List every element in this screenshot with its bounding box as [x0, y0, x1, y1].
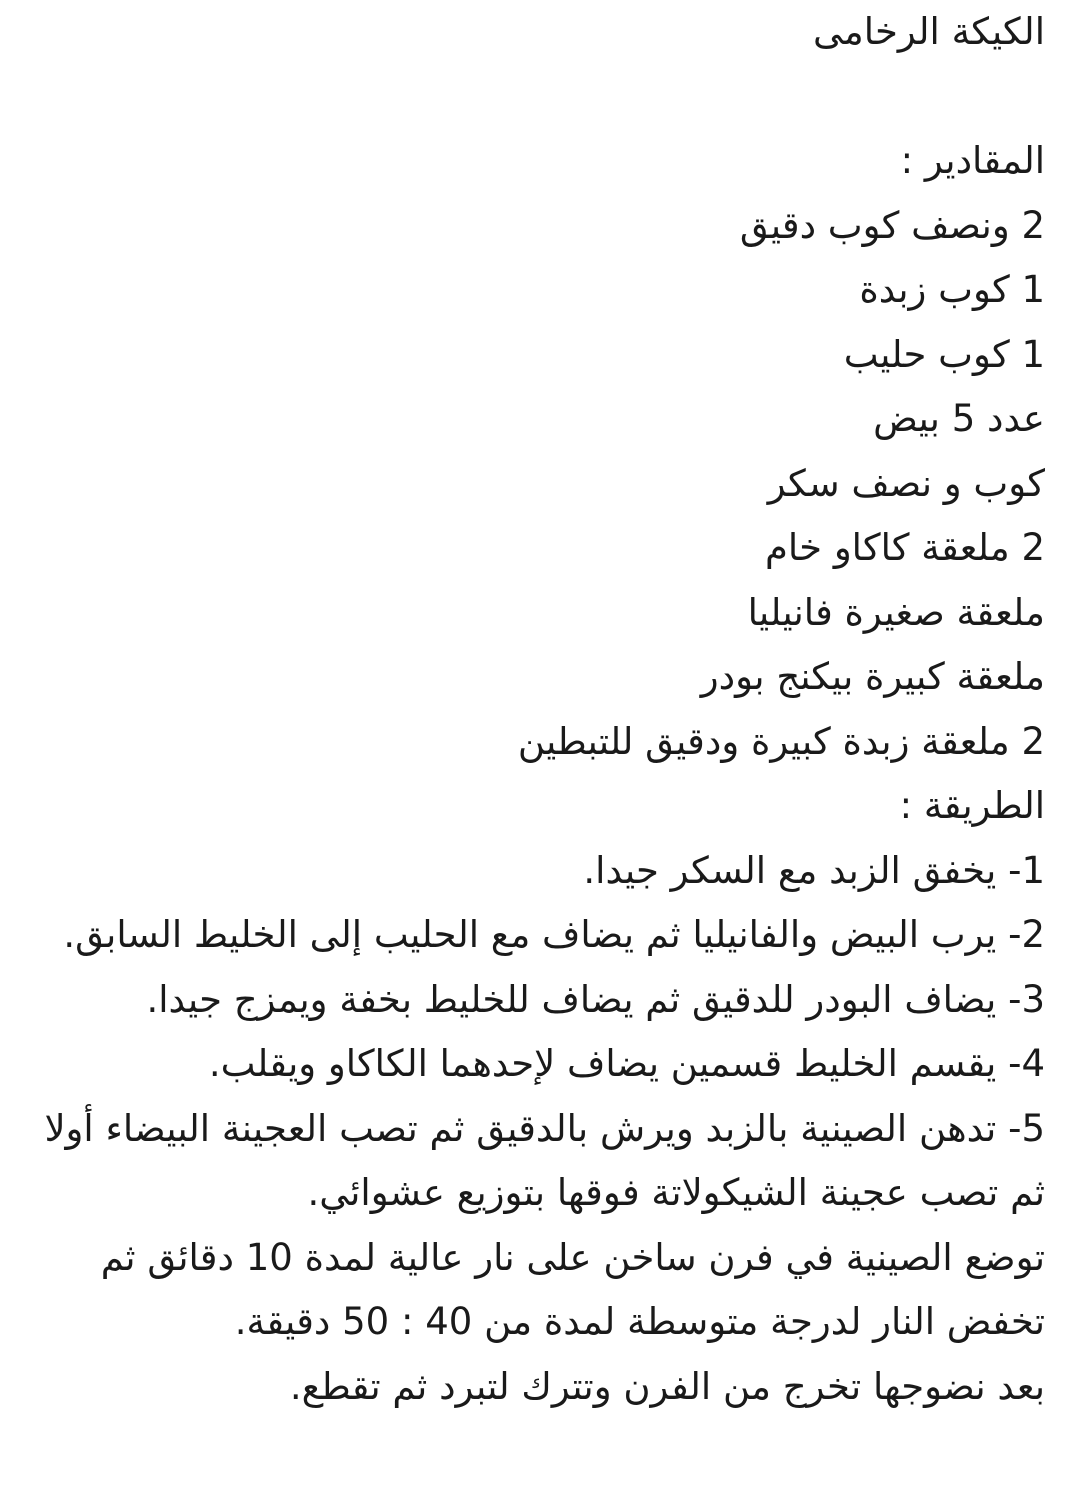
method-steps: [40, 839, 1045, 1420]
ingredient-item: كوب و نصف سكر: [767, 461, 1045, 505]
method-heading: الطريقة :: [899, 784, 1045, 827]
recipe-title: الكيكة الرخامى: [813, 10, 1045, 53]
ingredient-item: عدد 5 بيض: [873, 397, 1045, 440]
method-step: 1- يخفق الزبد مع السكر جيدا.: [583, 848, 1045, 892]
method-step: توضع الصينية في فرن ساخن على نار عالية لمدة 10 دقائق ثم تخفض النار لدرجة متوسطة لمدة من 40 : 50 دقيقة.: [100, 1235, 1045, 1343]
ingredients-list: [40, 194, 1045, 775]
blank-line: [40, 65, 1045, 130]
method-step: 3- يضاف البودر للدقيق ثم يضاف للخليط بخفة ويمزج جيدا.: [146, 977, 1045, 1021]
method-step: 5- تدهن الصينية بالزبد ويرش بالدقيق ثم تصب العجينة البيضاء أولا ثم تصب عجينة الشيكولاتة فوقها بتوزيع عشوائي.: [44, 1106, 1045, 1214]
ingredient-item: ملعقة كبيرة بيكنج بودر: [700, 655, 1045, 698]
ingredient-item: ملعقة صغيرة فانيليا: [747, 590, 1045, 634]
ingredients-heading: المقادير :: [900, 139, 1045, 182]
ingredient-item: 2 ملعقة زبدة كبيرة ودقيق للتبطين: [517, 719, 1045, 763]
ingredient-item: 1 كوب حليب: [843, 332, 1045, 376]
ingredient-item: 2 ملعقة كاكاو خام: [765, 526, 1045, 569]
method-step: 2- يرب البيض والفانيليا ثم يضاف مع الحليب إلى الخليط السابق.: [63, 913, 1045, 956]
method-step: 4- يقسم الخليط قسمين يضاف لإحدهما الكاكاو ويقلب.: [208, 1042, 1045, 1085]
ingredient-item: 2 ونصف كوب دقيق: [739, 203, 1045, 247]
recipe-document: [40, 0, 1045, 1419]
ingredient-item: 1 كوب زبدة: [859, 268, 1045, 311]
method-step: بعد نضوجها تخرج من الفرن وتترك لتبرد ثم تقطع.: [289, 1364, 1045, 1408]
